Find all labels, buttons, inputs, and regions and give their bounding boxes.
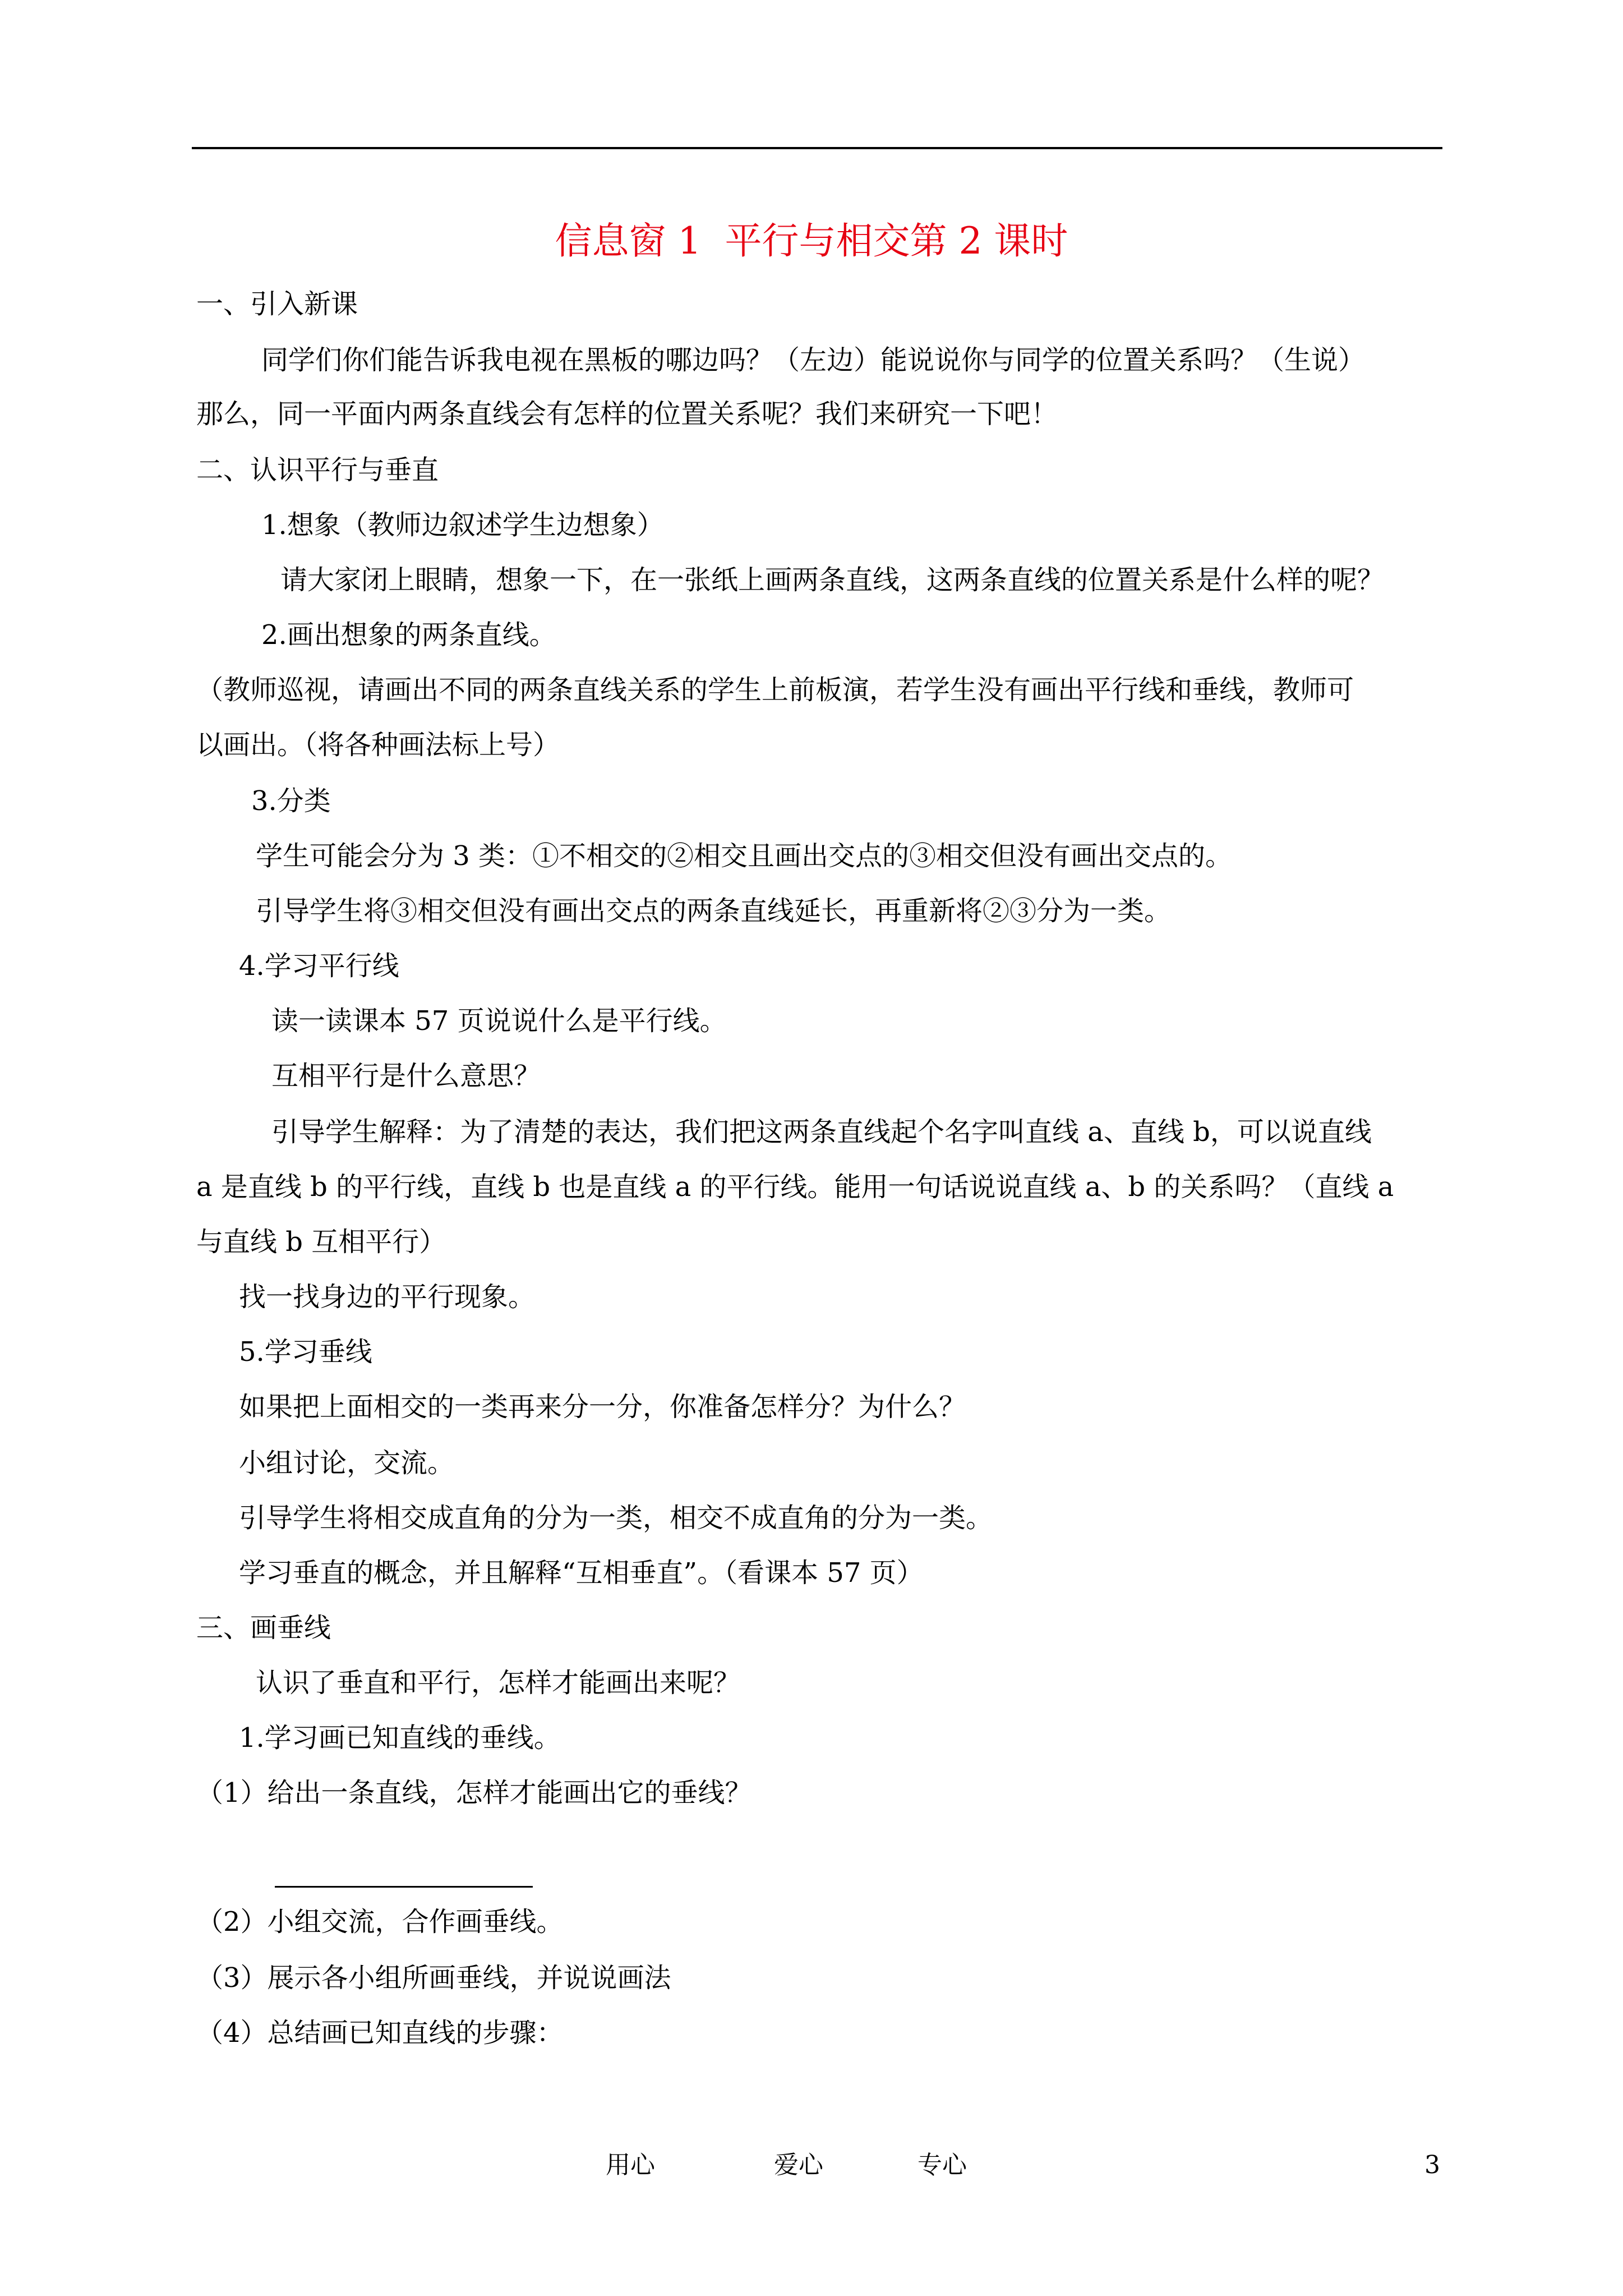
subsection-heading: 5.学习垂线 xyxy=(239,1336,372,1368)
footer-motto: 用心 xyxy=(606,2151,655,2179)
section-heading-3: 三、画垂线 xyxy=(196,1612,331,1644)
section-heading-1: 一、引入新课 xyxy=(196,288,358,320)
paragraph-line: 引导学生将相交成直角的分为一类，相交不成直角的分为一类。 xyxy=(239,1502,993,1534)
subsection-heading: 1.学习画已知直线的垂线。 xyxy=(239,1722,561,1754)
subsection-heading: 3.分类 xyxy=(251,785,331,817)
list-item: （4）总结画已知直线的步骤： xyxy=(196,2017,564,2049)
subsection-heading: 4.学习平行线 xyxy=(239,950,399,982)
paragraph-line: 找一找身边的平行现象。 xyxy=(239,1281,536,1313)
list-item: （3）展示各小组所画垂线，并说说画法 xyxy=(196,1962,671,1994)
paragraph-line: 引导学生将③相交但没有画出交点的两条直线延长，再重新将②③分为一类。 xyxy=(256,895,1172,927)
header-rule xyxy=(192,147,1442,149)
paragraph-line: 如果把上面相交的一类再来分一分，你准备怎样分？为什么？ xyxy=(239,1391,966,1423)
section-heading-2: 二、认识平行与垂直 xyxy=(196,454,439,486)
given-line-figure xyxy=(275,1886,533,1888)
paragraph-line: 学生可能会分为 3 类：①不相交的②相交且画出交点的③相交但没有画出交点的。 xyxy=(256,840,1233,872)
paragraph-line: 那么，同一平面内两条直线会有怎样的位置关系呢？我们来研究一下吧！ xyxy=(196,398,1058,430)
paragraph-line: 引导学生解释：为了清楚的表达，我们把这两条直线起个名字叫直线 a、直线 b，可以说直线 xyxy=(271,1116,1372,1148)
paragraph-line: 以画出。（将各种画法标上号） xyxy=(196,729,560,761)
paragraph-line: 互相平行是什么意思？ xyxy=(271,1060,541,1092)
page-number: 3 xyxy=(1424,2151,1440,2179)
paragraph-line: 请大家闭上眼睛，想象一下，在一张纸上画两条直线，这两条直线的位置关系是什么样的呢？ xyxy=(280,564,1385,596)
footer-motto: 爱心 xyxy=(774,2151,823,2179)
paragraph-line: （教师巡视，请画出不同的两条直线关系的学生上前板演，若学生没有画出平行线和垂线，教师可 xyxy=(196,674,1354,706)
footer-motto: 专心 xyxy=(917,2151,967,2179)
paragraph-line: 小组讨论，交流。 xyxy=(239,1447,455,1479)
list-item: （1）给出一条直线，怎样才能画出它的垂线？ xyxy=(196,1777,752,1809)
list-item: （2）小组交流，合作画垂线。 xyxy=(196,1906,564,1938)
paragraph-line: a 是直线 b 的平行线，直线 b 也是直线 a 的平行线。能用一句话说说直线 a、b 的关系吗？（直线 a xyxy=(196,1171,1394,1203)
page-title: 信息窗 1 平行与相交第 2 课时 xyxy=(555,219,1068,263)
subsection-heading: 1.想象（教师边叙述学生边想象） xyxy=(261,509,664,541)
subsection-heading: 2.画出想象的两条直线。 xyxy=(261,619,556,651)
paragraph-line: 学习垂直的概念，并且解释“互相垂直”。（看课本 57 页） xyxy=(239,1557,924,1589)
paragraph-line: 与直线 b 互相平行） xyxy=(196,1226,446,1258)
paragraph-line: 读一读课本 57 页说说什么是平行线。 xyxy=(271,1005,727,1037)
paragraph-line: 认识了垂直和平行，怎样才能画出来呢？ xyxy=(256,1667,741,1699)
paragraph-line: 同学们你们能告诉我电视在黑板的哪边吗？（左边）能说说你与同学的位置关系吗？（生说） xyxy=(261,344,1366,376)
